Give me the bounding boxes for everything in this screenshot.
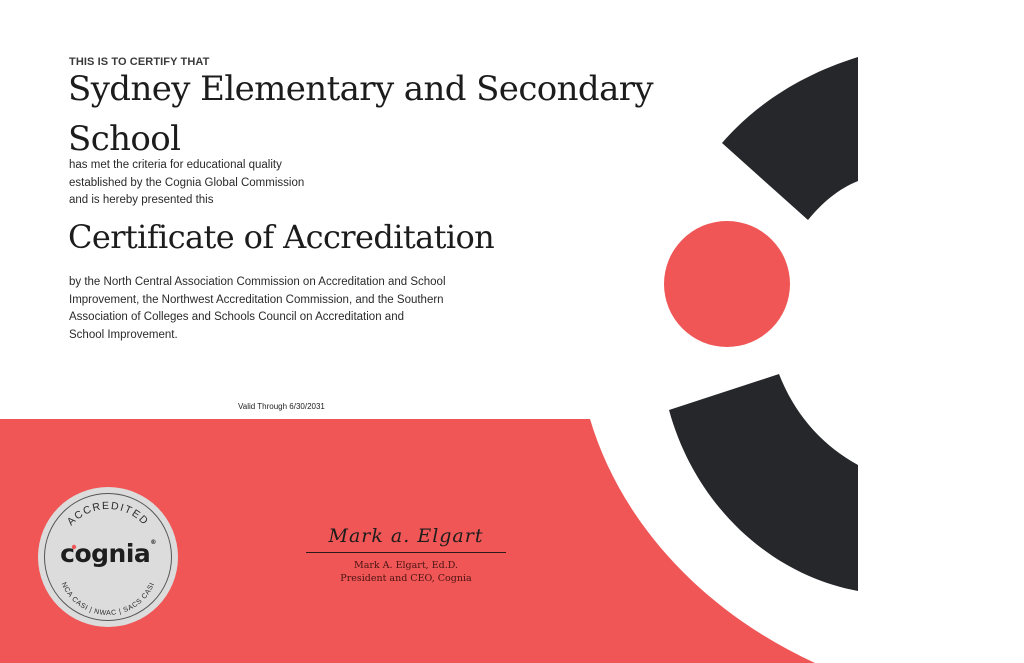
- cognia-logo: [38, 539, 178, 568]
- body-line: Association of Colleges and Schools Council on Accreditation and: [69, 311, 404, 323]
- signature-line: [306, 552, 506, 553]
- criteria-line: has met the criteria for educational quality: [69, 159, 282, 171]
- signer-name: Mark A. Elgart, Ed.D.: [353, 560, 459, 571]
- dark-arc-bottom-shape: [669, 374, 858, 591]
- signature-script: Mark a. Elgart: [328, 525, 484, 547]
- body-line: School Improvement.: [69, 328, 178, 341]
- criteria-line: established by the Cognia Global Commission: [69, 176, 305, 189]
- accreditation-body-text: [69, 274, 479, 344]
- certify-intro: THIS IS TO CERTIFY THAT: [69, 56, 210, 68]
- body-line: Improvement, the Northwest Accreditation Commission, and the Southern: [69, 293, 444, 306]
- body-line: by the North Central Association Commission on Accreditation and School: [69, 276, 446, 288]
- signer-role: President and CEO, Cognia: [340, 573, 472, 584]
- coral-circle-shape: [664, 221, 790, 347]
- signature-block: [306, 523, 506, 585]
- criteria-text: [69, 157, 304, 210]
- svg-text:NCA CASI | NWAC | SACS CASI: [60, 581, 157, 617]
- svg-text:ACCREDITED: [65, 500, 151, 528]
- valid-through-date: Valid Through 6/30/2031: [238, 402, 325, 411]
- registered-mark: ®: [150, 539, 156, 546]
- accredited-badge: [38, 487, 178, 627]
- badge-top-text: ACCREDITED: [64, 499, 152, 529]
- school-name: [68, 64, 708, 164]
- criteria-line: and is hereby presented this: [69, 194, 214, 206]
- school-name-line-1: Sydney Elementary and Secondary: [68, 69, 654, 109]
- cognia-logo-text: cognia: [60, 539, 151, 568]
- school-name-line-2: School: [68, 119, 181, 159]
- certificate-title: Certificate of Accreditation: [68, 218, 495, 256]
- badge-bottom-text: NCA CASI | NWAC | SACS CASI: [59, 581, 157, 618]
- dark-arc-top-shape: [722, 57, 858, 220]
